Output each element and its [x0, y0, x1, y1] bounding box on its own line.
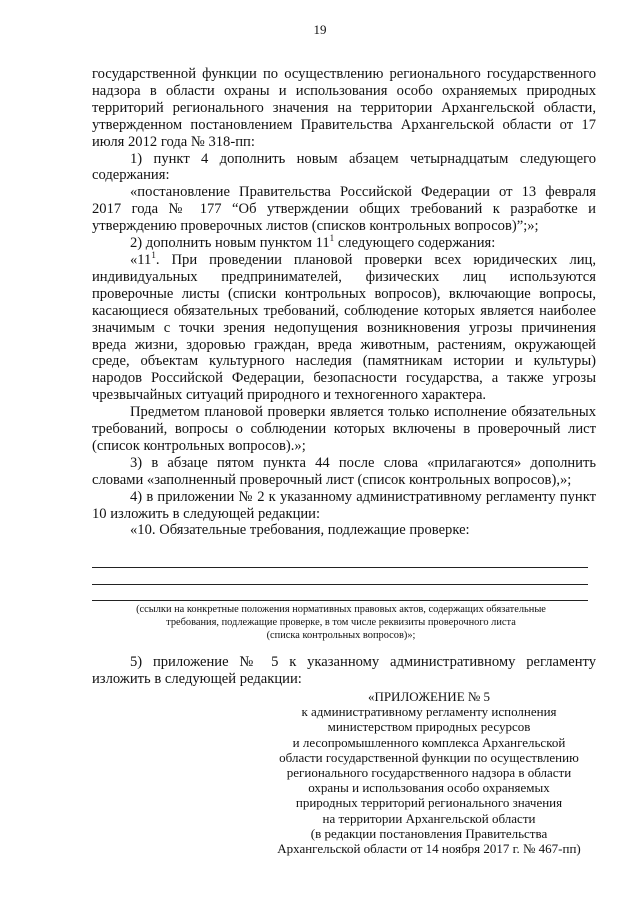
- appendix-line-1: к административному регламенту исполнения: [301, 704, 557, 720]
- item-2-quote-superscript: 1: [151, 250, 156, 261]
- fill-in-line-2: [92, 584, 588, 585]
- item-2-superscript: 1: [329, 233, 335, 244]
- item-5: 5) приложение № 5 к указанному административному регламенту изложить в следующей редакции:: [92, 654, 596, 687]
- appendix-title: «ПРИЛОЖЕНИЕ № 5: [367, 689, 491, 704]
- item-3: 3) в абзаце пятом пункта 44 после слова «прилагаются» дополнить словами «заполненный проверочный лист (список контрольных вопросов),»;: [92, 454, 596, 488]
- item-2-text: 2) дополнить новым пунктом 11: [130, 235, 330, 252]
- appendix-line-4: области государственной функции по осуществлению: [279, 749, 579, 765]
- item-1-quote: «постановление Правительства Российской Федерации от 13 февраля 2017 года № 177 “Об утверждении общих требований к разработке и утверждению проверочных листов (списков контрольных вопросов)”;»;: [92, 184, 596, 235]
- fill-in-line-3: [92, 600, 588, 601]
- item-4-quote: «10. Обязательные требования, подлежащие проверке:: [130, 522, 470, 539]
- item-2-quote-open: «11: [130, 251, 152, 268]
- appendix-line-6: охраны и использования особо охраняемых: [308, 780, 550, 796]
- document-body: [92, 66, 596, 539]
- item-4: 4) в приложении № 2 к указанному административному регламенту пункт 10 изложить в следующей редакции:: [92, 488, 596, 522]
- item-5-block: [92, 654, 596, 688]
- item-2: [92, 235, 596, 252]
- footnote: [96, 603, 586, 642]
- appendix-heading: [262, 689, 596, 856]
- page-number: 19: [313, 22, 327, 37]
- footnote-line-2: требования, подлежащие проверке, в том числе реквизиты проверочного листа: [166, 617, 516, 628]
- item-2-quote: [92, 252, 596, 404]
- fill-in-line-1: [92, 567, 588, 568]
- appendix-line-5: регионального государственного надзора в области: [286, 765, 572, 781]
- item-2-paragraph-2: Предметом плановой проверки является только исполнение обязательных требований, вопросы о соблюдении которых включены в проверочный лист (список контрольных вопросов).»;: [92, 404, 596, 454]
- appendix-line-8: на территории Архангельской области: [322, 810, 536, 826]
- footnote-line-3: (списка контрольных вопросов)»;: [266, 630, 416, 641]
- item-2-text-end: следующего содержания:: [334, 235, 496, 252]
- appendix-line-3: и лесопромышленного комплекса Архангельской: [292, 734, 566, 750]
- intro-paragraph: государственной функции по осуществлению регионального государственного надзора в области охраны и использования особо охраняемых природных территорий регионального значения на территории Архангельской области, утвержденном постановлением Правительства Архангельской области от 17 июля 2012 года № 318-пп:: [92, 66, 596, 150]
- appendix-line-10: Архангельской области от 14 ноября 2017 г. № 467-пп): [277, 841, 581, 857]
- item-2-quote-text: . При проведении плановой проверки всех юридических лиц, индивидуальных предпринимателей, физических лиц используются проверочные листы (списки контрольных вопросов), включающие вопросы, касающиеся обязательных требований, соблюдение которых является наиболее значимым с точки зрения недопущения возникновения угрозы причинения вреда жизни, здоровью граждан, вреда животным, растениям, окружающей среде, объектам культурного наследия (памятникам истории и культуры) народов Российской Федерации, безопасности государства, а также угрозы чрезвычайных ситуаций природного и техногенного характера.: [92, 251, 596, 404]
- appendix-line-2: министерством природных ресурсов: [327, 719, 531, 735]
- appendix-line-7: природных территорий регионального значения: [295, 795, 563, 811]
- appendix-line-9: (в редакции постановления Правительства: [310, 825, 548, 841]
- footnote-line-1: (ссылки на конкретные положения нормативных правовых актов, содержащих обязательные: [136, 604, 546, 615]
- item-1: 1) пункт 4 дополнить новым абзацем четырнадцатым следующего содержания:: [92, 150, 596, 184]
